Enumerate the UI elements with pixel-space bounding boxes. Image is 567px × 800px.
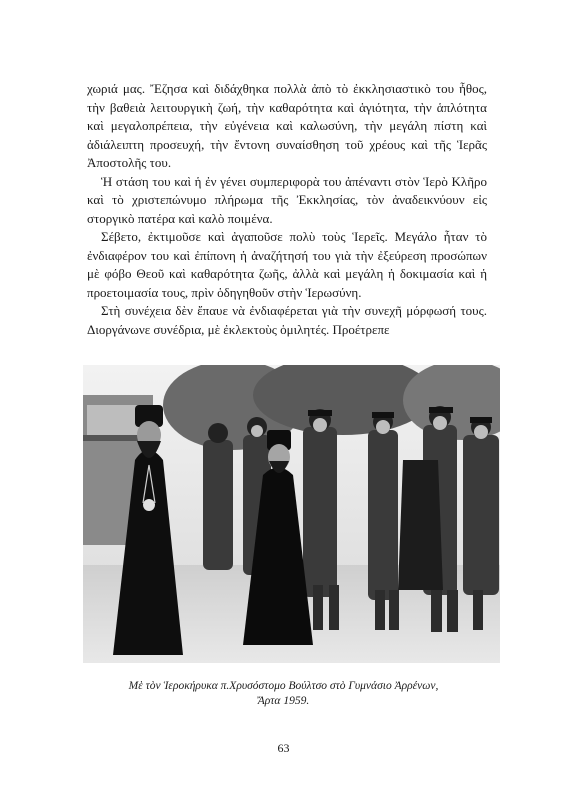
historical-photograph [83,365,500,663]
photo-caption [60,679,507,709]
caption-line-1: Μὲ τὸν Ἱεροκήρυκα π.Χρυσόστομο Βούλτσο στὸ Γυμνάσιο Ἀρρένων, [128,680,439,692]
paragraph-2: Ἡ στάση του καὶ ἡ ἐν γένει συμπεριφορὰ του ἀπέναντι στὸν Ἱερὸ Κλῆρο καὶ τὸ χριστεπώνυμο πλήρωμα τῆς Ἐκκλησίας, τὸν ἀναδεικνύουν εἰς στοργικὸ πατέρα καὶ καλὸ ποιμένα. [87,173,487,226]
page-number: 63 [277,741,290,755]
photograph-image [83,365,500,663]
body-text [87,80,487,339]
paragraph-1: χωριά μας. Ἔζησα καὶ διδάχθηκα πολλὰ ἀπὸ τὸ ἐκκλησιαστικὸ του ἦθος, τὴν βαθειὰ λειτουργικὴ ζωή, τὴν καθαρότητα καὶ ἁγιότητα, τὴν ἁπλότητα καὶ μεγαλοπρέπεια, τὴν εὐγένεια καὶ καλωσύνη, τὴν μεγάλη πίστη καὶ ἀδιάλειπτη προσευχή, τὴν ἔντονη συναίσθηση τοῦ χρέους καὶ τῆς Ἱερᾶς Ἀποστολῆς του. [87,81,487,170]
caption-line-2: Ἄρτα 1959. [257,695,310,707]
paragraph-3: Σέβετο, ἐκτιμοῦσε καὶ ἀγαποῦσε πολὺ τοὺς Ἱερεῖς. Μεγάλο ἦταν τὸ ἐνδιαφέρον του καὶ ἐπίπονη ἡ ἀναζήτησή του γιὰ τὴν ἐξεύρεση προσώπων μὲ φόβο Θεοῦ καὶ καθαρότητα ζωῆς, ἀλλὰ καὶ μεγάλη ἡ δοκιμασία καὶ ἡ προετοιμασία τους, πρὶν ὁδηγηθοῦν στὴν Ἱερωσύνη. [87,229,487,300]
paragraph-4: Στὴ συνέχεια δὲν ἔπαυε νὰ ἐνδιαφέρεται γιὰ τὴν συνεχῆ μόρφωσή τους. Διοργάνωνε συνέδρια, μὲ ἐκλεκτοὺς ὁμιλητές. Προέτρεπε [87,303,487,337]
